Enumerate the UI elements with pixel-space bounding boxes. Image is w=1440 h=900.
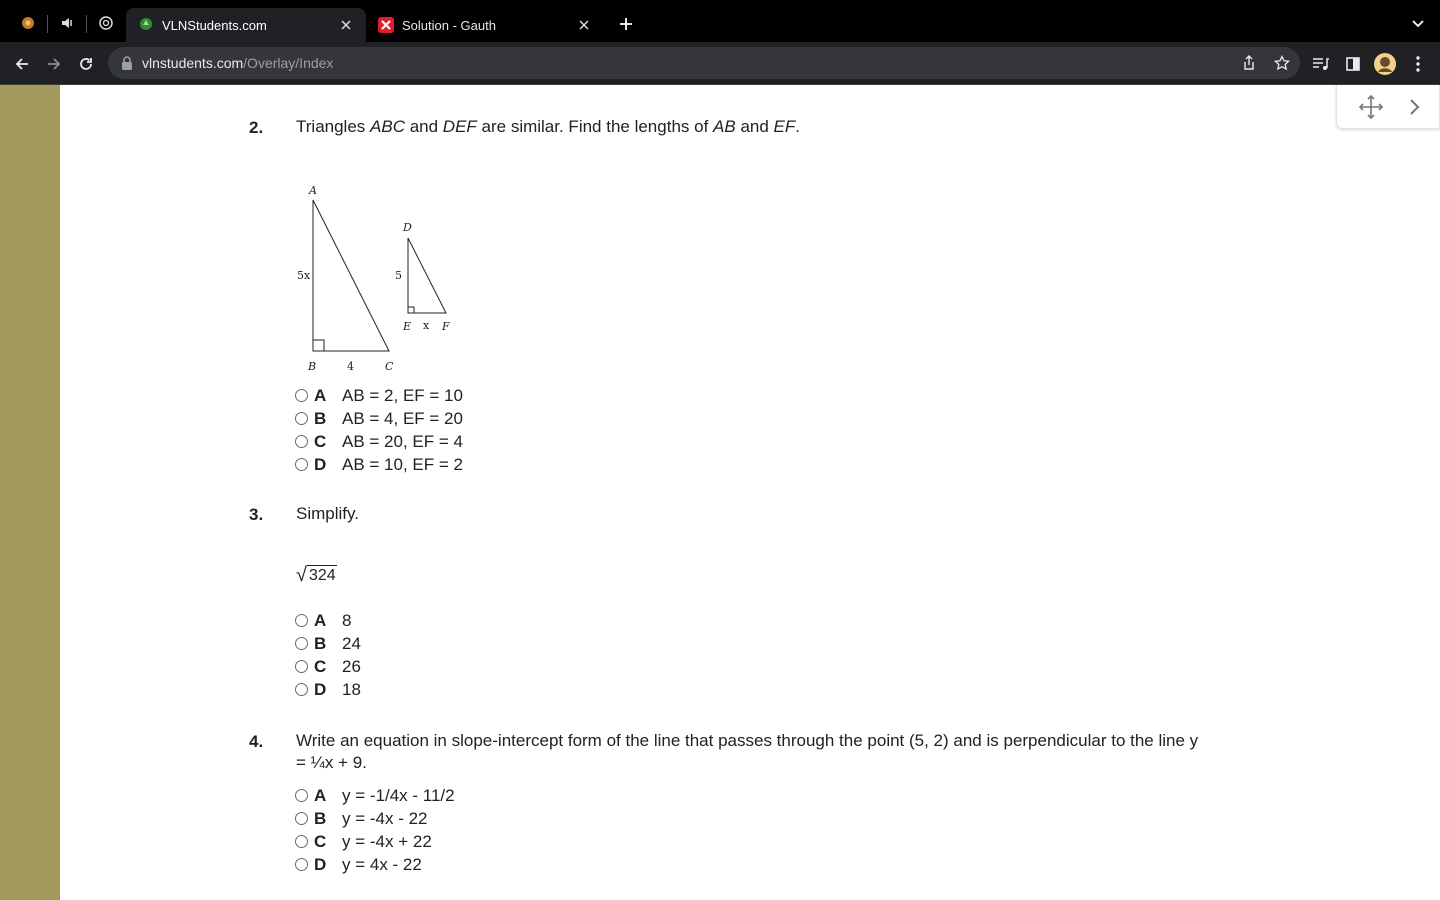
radio-button[interactable]	[295, 683, 308, 696]
radio-button[interactable]	[295, 812, 308, 825]
option-value: AB = 20, EF = 4	[342, 431, 463, 451]
option-a[interactable]: A 8	[295, 609, 361, 632]
question-number: 2.	[249, 118, 264, 137]
reload-button[interactable]	[72, 50, 100, 78]
radio-button[interactable]	[295, 435, 308, 448]
option-c[interactable]: C 26	[295, 655, 361, 678]
option-value: 18	[342, 679, 361, 699]
option-value: y = 4x - 22	[342, 854, 422, 874]
radio-button[interactable]	[295, 660, 308, 673]
option-value: 8	[342, 610, 352, 630]
option-b[interactable]: B AB = 4, EF = 20	[295, 407, 463, 430]
question-number: 3.	[249, 505, 264, 524]
radio-button[interactable]	[295, 412, 308, 425]
lock-icon[interactable]	[120, 55, 134, 71]
vertex-label-f: F	[442, 320, 450, 333]
browser-toolbar	[0, 42, 1440, 85]
floating-toolbox	[1336, 85, 1440, 129]
radical-sign: √	[296, 564, 307, 586]
vertex-label-e: E	[403, 320, 412, 333]
tab-search-button[interactable]	[1406, 14, 1430, 34]
radio-button[interactable]	[295, 614, 308, 627]
close-tab-icon[interactable]	[576, 17, 592, 33]
similar-triangles-figure	[288, 180, 468, 380]
chevron-right-icon	[1409, 98, 1421, 116]
option-value: y = -4x - 22	[342, 808, 428, 828]
radio-button[interactable]	[295, 835, 308, 848]
star-icon	[1274, 55, 1290, 71]
reload-icon	[78, 56, 94, 72]
option-value: 26	[342, 656, 361, 676]
right-angle-mark-b	[313, 340, 324, 351]
option-d[interactable]: D AB = 10, EF = 2	[295, 453, 463, 476]
option-value: 24	[342, 633, 361, 653]
answer-options	[295, 609, 361, 701]
radio-button[interactable]	[295, 389, 308, 402]
radio-button[interactable]	[295, 789, 308, 802]
option-a[interactable]: A AB = 2, EF = 10	[295, 384, 463, 407]
vertex-label-a: A	[309, 184, 317, 197]
openai-icon	[98, 15, 114, 31]
option-c[interactable]: C AB = 20, EF = 4	[295, 430, 463, 453]
share-icon	[1242, 55, 1256, 71]
vln-favicon-icon	[138, 17, 154, 33]
forward-button[interactable]	[40, 50, 68, 78]
answer-options	[295, 384, 463, 476]
move-handle[interactable]	[1357, 93, 1385, 121]
option-a[interactable]: A y = -1/4x - 11/2	[295, 784, 455, 807]
option-value: AB = 2, EF = 10	[342, 385, 463, 405]
vertex-label-d: D	[403, 221, 412, 234]
address-bar[interactable]	[108, 47, 1300, 79]
plus-icon	[619, 17, 633, 31]
vertex-label-c: C	[385, 360, 394, 373]
side-label-de: 5	[395, 269, 402, 282]
new-tab-button[interactable]	[614, 12, 638, 36]
side-label-ab: 5x	[297, 269, 311, 282]
left-sidebar-band	[0, 85, 60, 900]
radio-button[interactable]	[295, 858, 308, 871]
question-text: Write an equation in slope-intercept form of the line that passes through the point (5, 2) and is perpendicular to the line y = ¼x + 9.	[296, 731, 1199, 772]
side-panel-button[interactable]	[1339, 50, 1367, 78]
tab-title: VLNStudents.com	[162, 17, 267, 33]
expand-toolbox-button[interactable]	[1401, 93, 1429, 121]
gauth-favicon-icon	[378, 17, 394, 33]
chevron-down-icon	[1412, 20, 1424, 28]
close-tab-icon[interactable]	[338, 17, 354, 33]
playlist-icon	[1312, 57, 1330, 71]
pinned-tab-2[interactable]	[52, 8, 82, 38]
pinned-tab-3[interactable]	[91, 8, 121, 38]
kebab-menu-icon	[1416, 56, 1420, 72]
tab-title: Solution - Gauth	[402, 17, 496, 33]
option-value: AB = 10, EF = 2	[342, 454, 463, 474]
option-value: y = -4x + 22	[342, 831, 432, 851]
tab-vlnstudents[interactable]	[126, 8, 366, 42]
option-b[interactable]: B y = -4x - 22	[295, 807, 455, 830]
browser-tab-bar	[0, 0, 1440, 42]
browser-menu-button[interactable]	[1404, 50, 1432, 78]
pinned-site-icon	[21, 16, 35, 30]
option-b[interactable]: B 24	[295, 632, 361, 655]
assessment-content	[60, 85, 1440, 900]
triangle-abc	[313, 200, 389, 351]
option-d[interactable]: D 18	[295, 678, 361, 701]
tab-gauth[interactable]	[366, 8, 604, 42]
arrow-right-icon	[46, 56, 62, 72]
vertex-label-b: B	[308, 360, 317, 373]
option-c[interactable]: C y = -4x + 22	[295, 830, 455, 853]
share-button[interactable]	[1239, 53, 1259, 73]
right-angle-mark-e	[408, 307, 414, 313]
radio-button[interactable]	[295, 637, 308, 650]
tab-separator	[47, 15, 48, 33]
avatar-icon	[1373, 52, 1397, 76]
move-arrows-icon	[1358, 94, 1384, 120]
arrow-left-icon	[14, 56, 30, 72]
side-label-bc: 4	[347, 360, 354, 373]
side-panel-icon	[1345, 56, 1361, 72]
side-label-ef: x	[423, 319, 430, 332]
media-controls-button[interactable]	[1307, 50, 1335, 78]
option-d[interactable]: D y = 4x - 22	[295, 853, 455, 876]
url-host: vlnstudents.com	[142, 55, 244, 71]
option-value: AB = 4, EF = 20	[342, 408, 463, 428]
profile-avatar-button[interactable]	[1371, 50, 1399, 78]
answer-options	[295, 784, 455, 876]
radio-button[interactable]	[295, 458, 308, 471]
bookmark-button[interactable]	[1272, 53, 1292, 73]
url-path: /Overlay/Index	[243, 55, 334, 71]
question-text: Simplify.	[296, 504, 359, 523]
question-text: Triangles ABC and DEF are similar. Find the lengths of AB and EF.	[296, 117, 800, 136]
triangle-def	[408, 238, 446, 313]
radicand: 324	[308, 567, 336, 584]
pinned-tab-1[interactable]	[13, 8, 43, 38]
question-number: 4.	[249, 732, 264, 751]
tab-separator	[86, 15, 87, 33]
back-button[interactable]	[8, 50, 36, 78]
url-text	[142, 55, 333, 71]
speaker-muted-icon	[60, 16, 74, 30]
option-value: y = -1/4x - 11/2	[342, 785, 455, 805]
square-root-expression	[296, 565, 337, 585]
